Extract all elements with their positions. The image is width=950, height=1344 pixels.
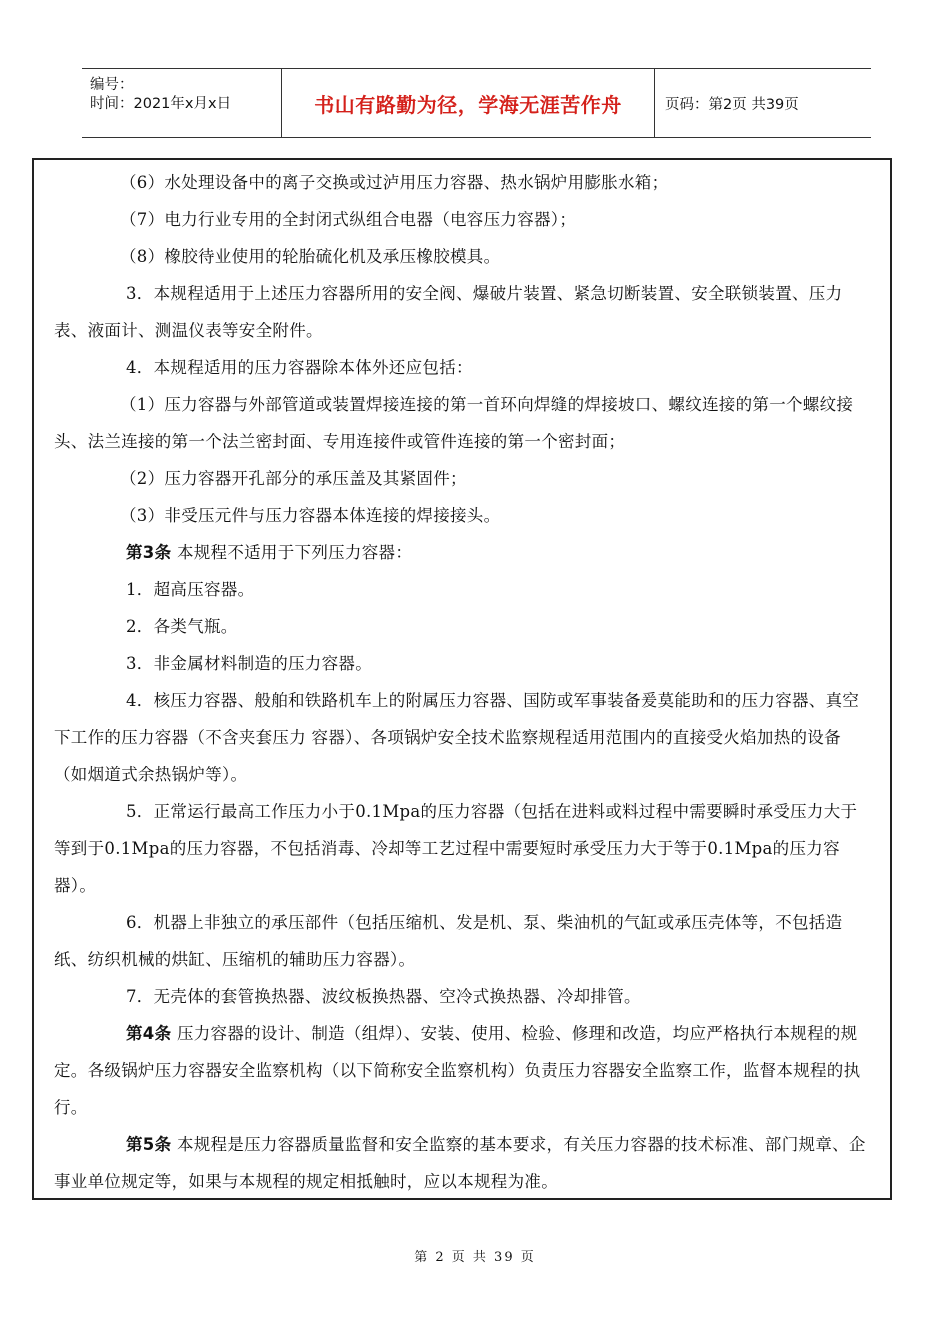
article-paragraph: 第3条 本规程不适用于下列压力容器： bbox=[126, 543, 413, 562]
article-paragraph: 第4条 压力容器的设计、制造（组焊）、安装、使用、检验、修理和改造，均应严格执行本规程的规定。各级锅炉压力容器安全监察机构（以下简称安全监察机构）负责压力容器安全监察工作，监督本规程的执行。 bbox=[54, 1024, 861, 1117]
paragraph: 3．本规程适用于上述压力容器所用的安全阀、爆破片装置、紧急切断装置、安全联锁装置、压力表、液面计、测温仪表等安全附件。 bbox=[54, 284, 843, 340]
header-page-info bbox=[655, 69, 871, 137]
time-label: 时间：2021年x月x日 bbox=[90, 96, 232, 112]
motto: 书山有路勤为径，学海无涯苦作舟 bbox=[314, 92, 622, 117]
paragraph: （7）电力行业专用的全封闭式纵组合电器（电容压力容器）； bbox=[120, 210, 577, 229]
paragraph: 3．非金属材料制造的压力容器。 bbox=[126, 654, 372, 673]
number-label: 编号： bbox=[90, 77, 134, 93]
page-footer: 第 2 页 共 39 页 bbox=[414, 1250, 536, 1265]
paragraph: （1）压力容器与外部管道或装置焊接连接的第一首环向焊缝的焊接坡口、螺纹连接的第一个螺纹接头、法兰连接的第一个法兰密封面、专用连接件或管件连接的第一个密封面； bbox=[54, 395, 854, 451]
paragraph: 7．无壳体的套管换热器、波纹板换热器、空冷式换热器、冷却排管。 bbox=[126, 987, 641, 1006]
paragraph: 4．核压力容器、般舶和铁路机车上的附属压力容器、国防或军事装备爰莫能助和的压力容器、真空下工作的压力容器（不含夹套压力 容器）、各项锅炉安全技术监察规程适用范围内的直接受火焰加热的设备（如烟道式余热锅炉等）。 bbox=[54, 691, 860, 784]
page-info: 页码：第2页 共39页 bbox=[665, 96, 799, 113]
content-box bbox=[32, 158, 892, 1200]
paragraph: （8）橡胶待业使用的轮胎硫化机及承压橡胶模具。 bbox=[120, 247, 501, 266]
paragraph: 5．正常运行最高工作压力小于0.1Mpa的压力容器（包括在进料或料过程中需要瞬时承受压力大于等到于0.1Mpa的压力容器，不包括消毒、冷却等工艺过程中需要短时承受压力大于等于0.1Mpa的压力容器）。 bbox=[54, 802, 858, 895]
paragraph: 6．机器上非独立的承压部件（包括压缩机、发是机、泵、柴油机的气缸或承压壳体等，不包括造纸、纺织机械的烘缸、压缩机的辅助压力容器）。 bbox=[54, 913, 843, 969]
header-meta bbox=[82, 69, 282, 137]
header-motto-cell bbox=[282, 69, 655, 137]
article-number: 第4条 bbox=[126, 1024, 172, 1043]
article-number: 第5条 bbox=[126, 1135, 172, 1154]
document-header bbox=[82, 68, 871, 138]
paragraph: 2．各类气瓶。 bbox=[126, 617, 238, 636]
paragraph: （3）非受压元件与压力容器本体连接的焊接接头。 bbox=[120, 506, 501, 525]
paragraph: 4．本规程适用的压力容器除本体外还应包括： bbox=[126, 358, 473, 377]
article-paragraph: 第5条 本规程是压力容器质量监督和安全监察的基本要求，有关压力容器的技术标准、部门规章、企事业单位规定等，如果与本规程的规定相抵触时，应以本规程为准。 bbox=[54, 1135, 866, 1191]
article-number: 第3条 bbox=[126, 543, 172, 562]
paragraph: 1．超高压容器。 bbox=[126, 580, 255, 599]
paragraph: （2）压力容器开孔部分的承压盖及其紧固件； bbox=[120, 469, 467, 488]
paragraph: （6）水处理设备中的离子交换或过泸用压力容器、热水锅炉用膨胀水箱； bbox=[120, 173, 669, 192]
